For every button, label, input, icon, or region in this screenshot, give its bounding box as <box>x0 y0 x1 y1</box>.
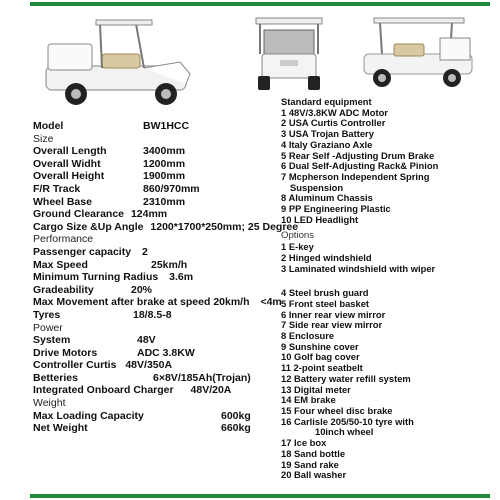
list-item: 4 Steel brush guard <box>281 287 369 299</box>
spec-value: 3.6m <box>169 271 194 284</box>
spec-value: 6×8V/185Ah(Trojan) <box>153 371 251 384</box>
list-item: 13 Digital meter <box>281 383 351 395</box>
list-item: 8 Enclosure <box>281 330 335 342</box>
spec-value: 1200*1700*250mm; 25 Degree <box>150 220 299 233</box>
spec-value: 48V/20A <box>190 384 232 397</box>
options-title: Options <box>281 230 315 242</box>
spec-label: Gradeability <box>33 283 94 296</box>
spec-label: Max Movement after brake at speed 20km/h <box>33 296 250 309</box>
weight-heading: Weight <box>33 397 66 410</box>
spec-value: 3400mm <box>143 145 186 158</box>
list-item: 4 Italy Graziano Axle <box>281 138 373 150</box>
list-item: 11 2-point seatbelt <box>281 362 363 374</box>
list-item: 2 USA Curtis Controller <box>281 117 386 129</box>
list-item: 20 Ball washer <box>281 469 347 481</box>
bottom-accent-bar <box>30 494 490 498</box>
spec-value: 124mm <box>130 208 168 221</box>
list-item: 10inch wheel <box>315 426 374 438</box>
spec-value: 2 <box>141 245 148 258</box>
spec-value: 2310mm <box>143 195 186 208</box>
list-item: 6 Inner rear view mirror <box>281 308 386 320</box>
power-heading: Power <box>33 321 63 334</box>
list-item: 7 Mcpherson Independent Spring <box>281 170 430 182</box>
list-item: 18 Sand bottle <box>281 447 346 459</box>
list-item: 16 Carlisle 205/50-10 tyre with <box>281 415 414 427</box>
spec-label: System <box>33 334 71 347</box>
list-item: 2 Hinged windshield <box>281 251 372 263</box>
spec-label: Wheel Base <box>33 195 92 208</box>
spec-value: 48V/350A <box>125 359 173 372</box>
spec-label: Tyres <box>33 308 61 321</box>
spec-value: 1200mm <box>143 157 186 170</box>
spec-label: Passenger capacity <box>33 245 132 258</box>
list-item: 19 Sand rake <box>281 458 339 470</box>
list-item: 12 Battery water refill system <box>281 372 411 384</box>
list-item: 1 48V/3.8KW ADC Motor <box>281 106 388 118</box>
spec-label: Overall Height <box>33 170 105 183</box>
spec-value: 25km/h <box>151 258 188 271</box>
list-item: 3 USA Trojan Battery <box>281 128 374 140</box>
cart-rear-view-image <box>252 14 326 94</box>
list-item: 6 Dual Self-Adjusting Rack& Pinion <box>281 160 439 172</box>
spec-label: Controller Curtis <box>33 359 117 372</box>
spec-label: Max Loading Capacity <box>33 409 144 422</box>
spec-value: 660kg <box>221 422 251 435</box>
spec-label: Overall Length <box>33 145 107 158</box>
model-value: BW1HCC <box>143 120 190 132</box>
list-item: 17 Ice box <box>281 437 327 449</box>
cart-side-view-image <box>40 14 200 114</box>
spec-label: Net Weight <box>33 422 88 435</box>
spec-value: 48V <box>137 334 156 347</box>
list-item: Suspension <box>290 181 344 193</box>
list-item: 1 E-key <box>281 241 314 253</box>
spec-label: Betteries <box>33 371 78 384</box>
spec-label: Drive Motors <box>33 346 98 359</box>
list-item: 5 Front steel basket <box>281 297 370 309</box>
list-spacer <box>281 274 438 288</box>
spec-value: 20% <box>131 283 153 296</box>
spec-value: 18/8.5-8 <box>133 308 172 321</box>
list-item: 15 Four wheel disc brake <box>281 404 393 416</box>
list-item: 9 PP Engineering Plastic <box>281 203 391 215</box>
list-item: 14 EM brake <box>281 394 336 406</box>
list-item: 7 Side rear view mirror <box>281 319 383 331</box>
top-accent-bar <box>30 2 490 6</box>
spec-value: 860/970mm <box>143 182 200 195</box>
cart-front-view-image <box>360 14 478 94</box>
spec-label: Cargo Size &Up Angle <box>33 220 144 233</box>
spec-label: Overall Widht <box>33 157 101 170</box>
spec-label: Ground Clearance <box>33 208 125 221</box>
spec-value: ADC 3.8KW <box>137 346 195 359</box>
list-item: 9 Sunshine cover <box>281 340 359 352</box>
list-item: 8 Aluminum Chassis <box>281 192 373 204</box>
spec-label: Integrated Onboard Charger <box>33 384 174 397</box>
spec-value: 1900mm <box>143 170 186 183</box>
list-item: 3 Laminated windshield with wiper <box>281 262 436 274</box>
spec-label: Max Speed <box>33 258 88 271</box>
size-heading: Size <box>33 132 54 145</box>
spec-label: Minimum Turning Radius <box>33 271 159 284</box>
list-item: 5 Rear Self -Adjusting Drum Brake <box>281 149 435 161</box>
standard-equipment-list <box>281 97 438 481</box>
spec-value: <4m <box>260 296 282 309</box>
standard-equipment-title: Standard equipment <box>281 96 372 107</box>
spec-label: F/R Track <box>33 182 81 195</box>
performance-heading: Performance <box>33 233 94 246</box>
list-item: 10 Golf bag cover <box>281 351 360 363</box>
list-item: 10 LED Headlight <box>281 213 359 225</box>
model-label: Model <box>33 120 64 132</box>
spec-value: 600kg <box>221 409 251 422</box>
